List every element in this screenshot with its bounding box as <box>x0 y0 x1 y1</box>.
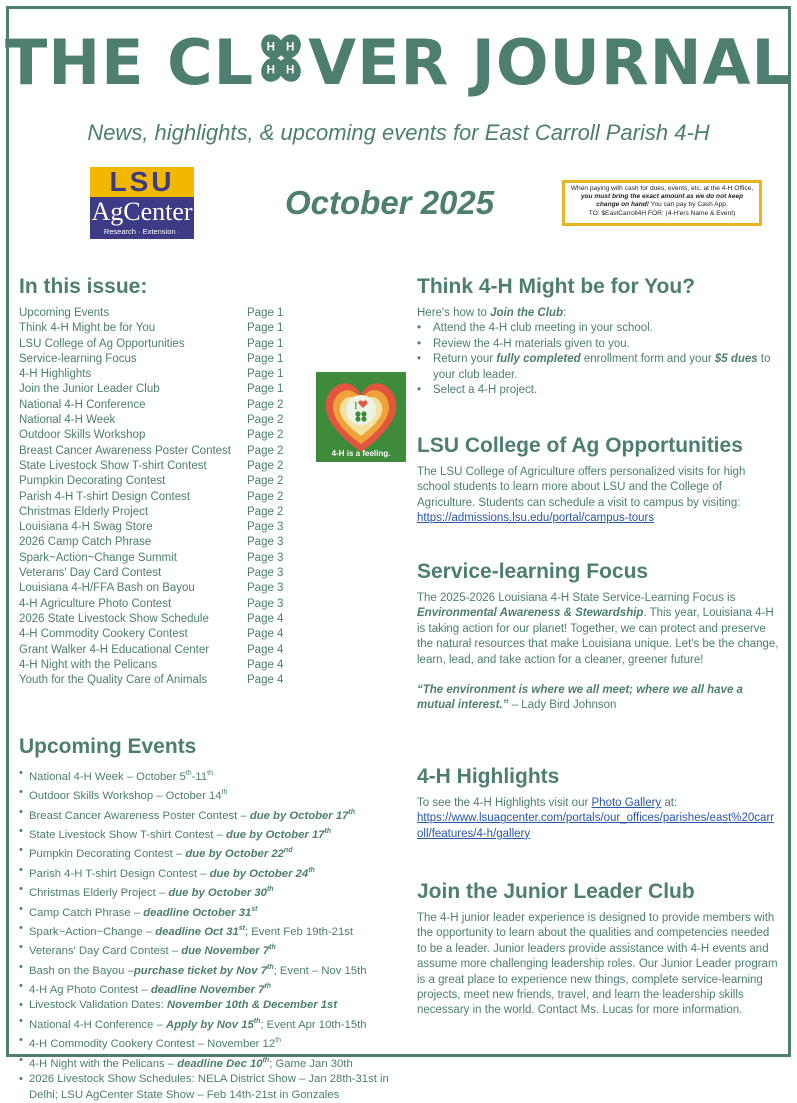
toc-row <box>19 490 309 505</box>
toc-title: Spark~Action~Change Summit <box>19 551 177 564</box>
think-4h-heading: Think 4-H Might be for You? <box>417 275 696 298</box>
toc-title: Parish 4-H T-shirt Design Contest <box>19 490 191 503</box>
toc-row <box>19 643 309 658</box>
toc-page: Page 3 <box>247 582 284 595</box>
toc-row <box>19 535 309 550</box>
toc-row <box>19 321 309 336</box>
toc-row <box>19 367 309 382</box>
toc-page: Page 4 <box>247 658 284 671</box>
toc-page: Page 2 <box>247 490 284 503</box>
event-item: • 4-H Ag Photo Contest – deadline November 7th <box>19 979 404 998</box>
toc-page: Page 3 <box>247 521 284 534</box>
event-item: • 4-H Night with the Pelicans – deadline Dec 10th; Game Jan 30th <box>19 1053 404 1072</box>
toc-title: Louisiana 4-H Swag Store <box>19 521 153 534</box>
toc-row <box>19 459 309 474</box>
toc-row <box>19 398 309 413</box>
service-learning-heading: Service-learning Focus <box>417 560 649 583</box>
event-item: • Parish 4-H T-shirt Design Contest – due by October 24th <box>19 863 404 882</box>
toc-title: State Livestock Show T-shirt Contest <box>19 459 207 472</box>
toc-page: Page 1 <box>247 352 284 365</box>
clover-icon <box>252 30 310 88</box>
event-item: • Livestock Validation Dates: November 10th & December 1st <box>19 998 404 1014</box>
event-item: • Bash on the Bayou –purchase ticket by Nov 7th; Event – Nov 15th <box>19 960 404 979</box>
toc-row <box>19 413 309 428</box>
list-item: • Review the 4-H materials given to you. <box>417 337 779 352</box>
lsu-agcenter-logo: LSU AgCenter Research · Extension · Teaching <box>91 166 193 246</box>
event-item: • State Livestock Show T-shirt Contest – due by October 17th <box>19 824 404 843</box>
events-heading: Upcoming Events <box>19 735 197 758</box>
toc-title: Pumpkin Decorating Contest <box>19 475 166 488</box>
toc-row <box>19 505 309 520</box>
toc-title: Think 4-H Might be for You <box>19 322 156 335</box>
svg-text:H: H <box>266 40 277 54</box>
svg-text:4-H is a feeling.: 4-H is a feeling. <box>331 449 391 458</box>
lsu-ag-heading: LSU College of Ag Opportunities <box>417 434 743 457</box>
toc-row <box>19 352 309 367</box>
toc-page: Page 2 <box>247 459 284 472</box>
toc-title: Veterans' Day Card Contest <box>19 567 162 580</box>
toc-title: Grant Walker 4-H Educational Center <box>19 643 210 656</box>
toc-row <box>19 306 309 321</box>
list-item: • Select a 4-H project. <box>417 383 779 398</box>
table-of-contents <box>19 306 309 688</box>
junior-leader-heading: Join the Junior Leader Club <box>417 880 695 903</box>
toc-page: Page 4 <box>247 612 284 625</box>
gallery-url-link[interactable]: https://www.lsuagcenter.com/portals/our_offices/parishes/east%20carroll/features/4-h/gallery <box>417 812 775 840</box>
toc-page: Page 2 <box>247 429 284 442</box>
toc-page: Page 2 <box>247 505 284 518</box>
svg-text:H: H <box>286 40 296 54</box>
toc-row <box>19 474 309 489</box>
toc-title: Service-learning Focus <box>19 352 137 365</box>
event-item: • 2026 Livestock Show Schedules: NELA District Show – Jan 28th-31st in Delhi; LSU AgCenter State Show – Feb 14th-21st in Gonzales <box>19 1072 404 1103</box>
issue-date: October 2025 <box>285 184 495 221</box>
toc-page: Page 1 <box>247 337 284 350</box>
tagline: News, highlights, & upcoming events for East Carroll Parish 4-H <box>87 120 710 145</box>
event-item: • 4-H Commodity Cookery Contest – November 12th <box>19 1033 404 1052</box>
toc-row <box>19 520 309 535</box>
toc-page: Page 4 <box>247 628 284 641</box>
toc-page: Page 3 <box>247 551 284 564</box>
campus-tours-link[interactable]: https://admissions.lsu.edu/portal/campus-tours <box>417 512 655 525</box>
toc-row <box>19 444 309 459</box>
lsu-ag-body: The LSU College of Agriculture offers personalized visits for high school students to learn more about LSU and the College of Agriculture. Students can schedule a visit to campus by visiting: https://admissions.lsu.edu/portal/campus-tours <box>417 466 746 525</box>
toc-title: 4-H Highlights <box>19 368 92 381</box>
toc-page: Page 4 <box>247 643 284 656</box>
event-item: • Breast Cancer Awareness Poster Contest – due by October 17th <box>19 805 404 824</box>
toc-title: Breast Cancer Awareness Poster Contest <box>19 444 232 457</box>
toc-row <box>19 428 309 443</box>
toc-title: 4-H Agriculture Photo Contest <box>19 597 172 610</box>
toc-row <box>19 551 309 566</box>
heart-clover-icon <box>316 372 406 462</box>
toc-title: National 4-H Conference <box>19 398 146 411</box>
toc-title: Upcoming Events <box>19 307 110 319</box>
toc-title: 4-H Night with the Pelicans <box>19 658 158 671</box>
svg-text:H: H <box>266 63 277 77</box>
4h-feeling-badge <box>316 372 406 462</box>
photo-gallery-link[interactable]: Photo Gallery <box>591 797 662 809</box>
toc-title: Outdoor Skills Workshop <box>19 429 146 442</box>
toc-title: Louisiana 4-H/FFA Bash on Bayou <box>19 582 195 595</box>
toc-page: Page 1 <box>247 383 284 396</box>
toc-title: Christmas Elderly Project <box>19 505 149 518</box>
event-item: • Spark~Action~Change – deadline Oct 31st; Event Feb 19th-21st <box>19 921 404 940</box>
svg-text:I: I <box>354 400 358 412</box>
event-item: • Pumpkin Decorating Contest – due by October 22nd <box>19 843 404 862</box>
svg-text:H: H <box>286 63 296 77</box>
toc-title: 2026 Camp Catch Phrase <box>19 536 152 549</box>
toc-page: Page 2 <box>247 475 284 488</box>
toc-title: 4-H Commodity Cookery Contest <box>19 628 188 641</box>
toc-page: Page 2 <box>247 414 284 427</box>
toc-row <box>19 337 309 352</box>
toc-row <box>19 597 309 612</box>
toc-title: National 4-H Week <box>19 414 116 427</box>
toc-page: Page 3 <box>247 567 284 580</box>
list-item: • Return your fully completed enrollment form and your $5 dues to your club leader. <box>417 352 779 383</box>
toc-heading: In this issue: <box>19 275 148 298</box>
list-item: • Attend the 4-H club meeting in your school. <box>417 321 779 336</box>
toc-row <box>19 673 309 688</box>
event-item: • Christmas Elderly Project – due by October 30th <box>19 882 404 901</box>
toc-page: Page 1 <box>247 307 284 319</box>
toc-title: Join the Junior Leader Club <box>19 383 160 396</box>
toc-row <box>19 566 309 581</box>
toc-page: Page 2 <box>247 398 284 411</box>
toc-page: Page 2 <box>247 444 284 457</box>
toc-page: Page 3 <box>247 536 284 549</box>
toc-row <box>19 658 309 673</box>
quote: “The environment is where we all meet; where we all have a mutual interest.” <box>417 684 743 712</box>
toc-page: Page 3 <box>247 597 284 610</box>
toc-row <box>19 382 309 397</box>
service-learning-body: The 2025-2026 Louisiana 4-H State Service-Learning Focus is Environmental Awareness & Stewardship. This year, Louisiana 4-H is taking action for our planet! Together, we can protect and preserve the natural resources that make Louisiana unique. Let's be the change, learn, lead, and take action for a cleaner, greener future! “The environment is where we all meet; where we all have a mutual interest.” – Lady Bird Johnson <box>417 592 779 712</box>
events-list <box>19 766 404 1103</box>
event-item: • Veterans' Day Card Contest – due November 7th <box>19 940 404 959</box>
highlights-body: To see the 4-H Highlights visit our Photo Gallery at: https://www.lsuagcenter.com/portals/our_offices/parishes/east%20carroll/features/4-h/gallery <box>417 796 779 842</box>
toc-row <box>19 627 309 642</box>
toc-title: LSU College of Ag Opportunities <box>19 337 185 350</box>
cash-payment-note: When paying with cash for dues, events, etc. at the 4-H Office, you must bring the exact amount as we do not keep change on hand! You can pay by Cash App. TO: $EastCarroll4H FOR: (4-H'ers Name & Event) <box>562 180 762 226</box>
event-item: • National 4-H Conference – Apply by Nov 15th; Event Apr 10th-15th <box>19 1014 404 1033</box>
toc-page: Page 1 <box>247 322 284 335</box>
event-item: • Outdoor Skills Workshop – October 14th <box>19 785 404 804</box>
toc-page: Page 4 <box>247 674 284 687</box>
junior-leader-body: The 4-H junior leader experience is designed to provide members with the opportunity to learn about the qualities and competencies needed to be a leader. Junior leaders provide assistance with 4-H events and assume more challenging leadership roles. Our Junior Leader program is a great place to experience new things, complete service-learning projects, meet new friends, travel, and learn the leadership skills necessary in the world. Contact Ms. Lucas for more information. <box>417 912 778 1017</box>
masthead-title: THE CL H H H H VER JOURNAL <box>4 26 793 99</box>
toc-title: Youth for the Quality Care of Animals <box>19 674 208 687</box>
toc-title: 2026 State Livestock Show Schedule <box>19 612 209 625</box>
highlights-heading: 4-H Highlights <box>417 765 560 788</box>
toc-page: Page 1 <box>247 368 284 381</box>
toc-row <box>19 612 309 627</box>
event-item: • Camp Catch Phrase – deadline October 31st <box>19 902 404 921</box>
event-item: • National 4-H Week – October 5th-11th <box>19 766 404 785</box>
toc-row <box>19 581 309 596</box>
think-4h-body: Here's how to Join the Club: • Attend the 4-H club meeting in your school. • Review the 4-H materials given to you. • Return your fully completed enrollment form and your $5 dues to your club leader. • Select a 4-H project. <box>417 306 779 398</box>
